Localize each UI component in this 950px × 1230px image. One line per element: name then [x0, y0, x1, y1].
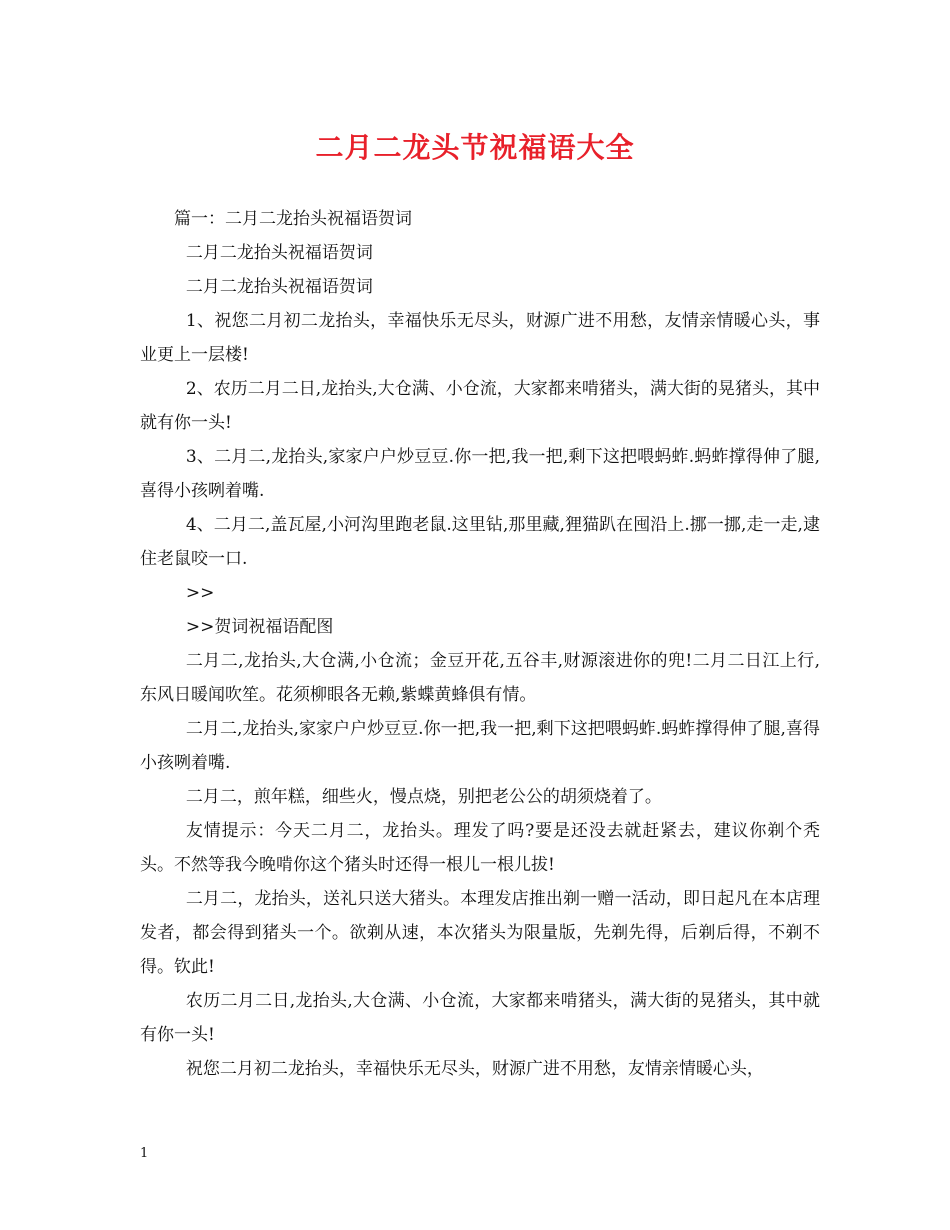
- paragraph: 二月二，龙抬头，送礼只送大猪头。本理发店推出剃一赠一活动，即日起凡在本店理发者，都会得到猪头一个。欲剃从速，本次猪头为限量版，先剃先得，后剃后得，不剃不得。钦此!: [140, 889, 820, 977]
- image-caption: >>贺词祝福语配图: [185, 617, 334, 637]
- paragraph: 农历二月二日,龙抬头,大仓满、小仓流，大家都来啃猪头，满大街的晃猪头，其中就有你一头!: [140, 991, 820, 1045]
- page-number: 1: [140, 1146, 149, 1161]
- paragraph: 3、二月二,龙抬头,家家户户炒豆豆.你一把,我一把,剩下这把喂蚂蚱.蚂蚱撑得伸了腿,喜得小孩咧着嘴.: [140, 447, 820, 501]
- document-title: 二月二龙头节祝福语大全: [315, 131, 635, 164]
- paragraph: 二月二,龙抬头,大仓满,小仓流；金豆开花,五谷丰,财源滚进你的兜!二月二日江上行,东风日暖闻吹笙。花须柳眼各无赖,紫蝶黄蜂俱有情。: [140, 651, 820, 705]
- paragraph: 二月二,龙抬头,家家户户炒豆豆.你一把,我一把,剩下这把喂蚂蚱.蚂蚱撑得伸了腿,喜得小孩咧着嘴.: [140, 719, 820, 773]
- paragraph: 友情提示：今天二月二，龙抬头。理发了吗?要是还没去就赶紧去，建议你剃个秃头。不然等我今晚啃你这个猪头时还得一根儿一根儿拔!: [140, 821, 820, 875]
- link-marker: >>: [185, 583, 215, 603]
- paragraph: 二月二，煎年糕，细些火，慢点烧，别把老公公的胡须烧着了。: [185, 787, 662, 807]
- subheading: 二月二龙抬头祝福语贺词: [185, 277, 373, 297]
- section-heading: 篇一：二月二龙抬头祝福语贺词: [174, 209, 412, 229]
- subheading: 二月二龙抬头祝福语贺词: [185, 243, 373, 263]
- paragraph: 4、二月二,盖瓦屋,小河沟里跑老鼠.这里钻,那里藏,狸猫趴在囤沿上.挪一挪,走一走,逮住老鼠咬一口.: [140, 515, 820, 569]
- paragraph: 2、农历二月二日,龙抬头,大仓满、小仓流，大家都来啃猪头，满大街的晃猪头，其中就有你一头!: [140, 379, 820, 433]
- document-body: [140, 202, 820, 1086]
- paragraph: 1、祝您二月初二龙抬头，幸福快乐无尽头，财源广进不用愁，友情亲情暖心头，事业更上一层楼!: [140, 311, 820, 365]
- paragraph: 祝您二月初二龙抬头，幸福快乐无尽头，财源广进不用愁，友情亲情暖心头，: [185, 1059, 764, 1079]
